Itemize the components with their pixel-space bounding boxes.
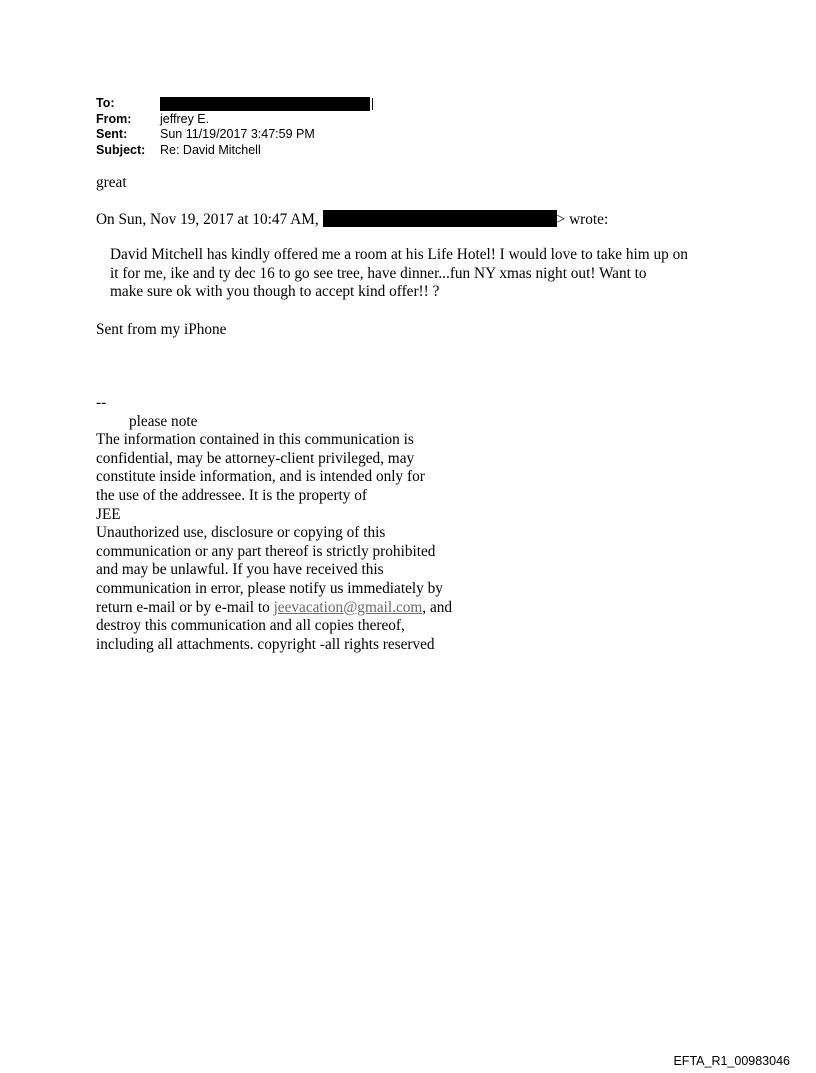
disclaimer-line: including all attachments. copyright -all rights reserved [96, 635, 435, 653]
from-value: jeffrey E. [160, 111, 210, 126]
to-label: To: [96, 96, 115, 110]
disclaimer-line: communication or any part thereof is strictly prohibited [96, 542, 436, 560]
disclaimer-line: Unauthorized use, disclosure or copying of this [96, 524, 386, 542]
from-label: From: [96, 111, 132, 126]
sent-row [96, 127, 373, 143]
subject-label: Subject: [96, 142, 146, 157]
quote-intro-suffix: > wrote: [556, 211, 609, 228]
disclaimer-line: confidential, may be attorney-client privileged, may [96, 449, 415, 467]
email-header [96, 96, 373, 158]
quoted-line: make sure ok with you though to accept kind offer!! ? [110, 283, 440, 301]
subject-value: Re: David Mitchell [160, 142, 261, 157]
email-line-prefix: return e-mail or by e-mail to [96, 598, 274, 616]
reply-text: great [96, 174, 127, 191]
separator: -- [96, 394, 107, 411]
quoted-line: it for me, ike and ty dec 16 to go see tree, have dinner...fun NY xmas night out! Want to [110, 264, 647, 282]
note-title: please note [129, 412, 198, 430]
sent-label: Sent: [96, 127, 128, 141]
document-id: EFTA_R1_00983046 [673, 1054, 790, 1068]
quoted-line: David Mitchell has kindly offered me a room at his Life Hotel! I would love to take him up on [110, 246, 688, 263]
quote-intro-prefix: On Sun, Nov 19, 2017 at 10:47 AM, [96, 211, 319, 228]
disclaimer [96, 394, 452, 654]
disclaimer-line: The information contained in this communication is [96, 431, 414, 449]
subject-row [96, 143, 373, 159]
email-line-suffix: , and [422, 598, 453, 616]
disclaimer-line: constitute inside information, and is intended only for [96, 468, 425, 486]
from-row [96, 112, 373, 128]
email-link[interactable]: jeevacation@gmail.com [273, 598, 423, 616]
signature: Sent from my iPhone [96, 321, 227, 338]
quoted-message [110, 246, 688, 302]
disclaimer-line: and may be unlawful. If you have received this [96, 561, 384, 579]
sent-value: Sun 11/19/2017 3:47:59 PM [160, 127, 315, 141]
disclaimer-email-line [96, 599, 452, 618]
to-row [96, 96, 373, 112]
disclaimer-line: communication in error, please notify us immediately by [96, 579, 443, 597]
disclaimer-line: destroy this communication and all copies thereof, [96, 617, 405, 635]
disclaimer-line: JEE [96, 505, 121, 523]
disclaimer-line: the use of the addressee. It is the property of [96, 486, 368, 504]
redaction-mark [372, 98, 373, 110]
redacted-sender [323, 210, 557, 227]
redacted-recipient [160, 97, 370, 111]
quote-intro [96, 210, 608, 230]
